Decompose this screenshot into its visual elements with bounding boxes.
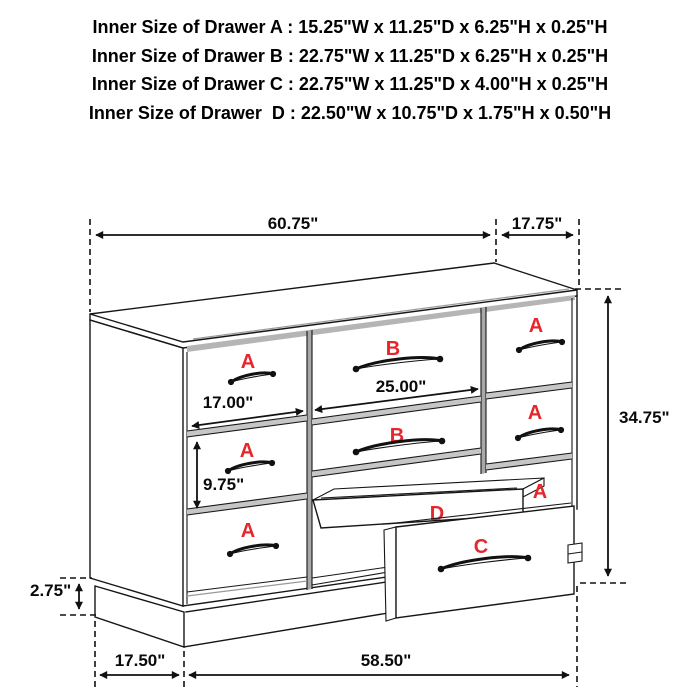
overall-height-label: 34.75" <box>619 408 670 427</box>
drawer-letter-right-middle: A <box>527 402 543 424</box>
spec-line-drawer-c: Inner Size of Drawer C : 22.75"W x 11.25"D x 4.00"H x 0.25"H <box>91 74 609 94</box>
base-height-label: 2.75" <box>30 581 72 600</box>
overall-height-dimension <box>575 289 670 583</box>
drawer-letter-tray: D <box>429 503 445 525</box>
drawer-letter-left-bottom: A <box>240 520 256 542</box>
top-width-label: 60.75" <box>267 214 319 233</box>
open-drawer-c <box>384 503 574 621</box>
drawer-letter-right-lower: A <box>532 481 548 503</box>
spec-line-drawer-a: Inner Size of Drawer A : 15.25"W x 11.25"D x 6.25"H x 0.25"H <box>92 17 608 37</box>
drawer-letter-center-top: B <box>385 338 401 360</box>
drawer-letter-right-top: A <box>528 315 544 337</box>
side-panel <box>90 320 183 606</box>
stile-left-center <box>307 330 312 590</box>
spec-line-drawer-b: Inner Size of Drawer B : 22.75"W x 11.25"D x 6.25"H x 0.25"H <box>91 45 609 66</box>
left-drawer-height-label: 9.75" <box>203 475 245 494</box>
drawer-letter-center-middle: B <box>389 425 405 447</box>
top-depth-label: 17.75" <box>511 214 563 233</box>
drawer-letter-left-middle: A <box>239 440 255 462</box>
left-drawer-width-label: 17.00" <box>202 393 254 412</box>
spec-line-drawer-d: Inner Size of Drawer D : 22.50"W x 10.75"D x 1.75"H x 0.50"H <box>88 102 612 123</box>
drawer-letter-left-top: A <box>240 351 256 373</box>
drawer-size-specs <box>0 13 700 127</box>
base-depth-label: 17.50" <box>114 651 166 670</box>
drawer-letter-open-drawer: C <box>473 536 489 558</box>
stile-center-right <box>481 307 486 474</box>
base-width-label: 58.50" <box>360 651 412 670</box>
glide-bracket <box>568 543 582 563</box>
center-drawer-width-label: 25.00" <box>375 377 427 396</box>
base-height-dimension <box>30 578 98 615</box>
